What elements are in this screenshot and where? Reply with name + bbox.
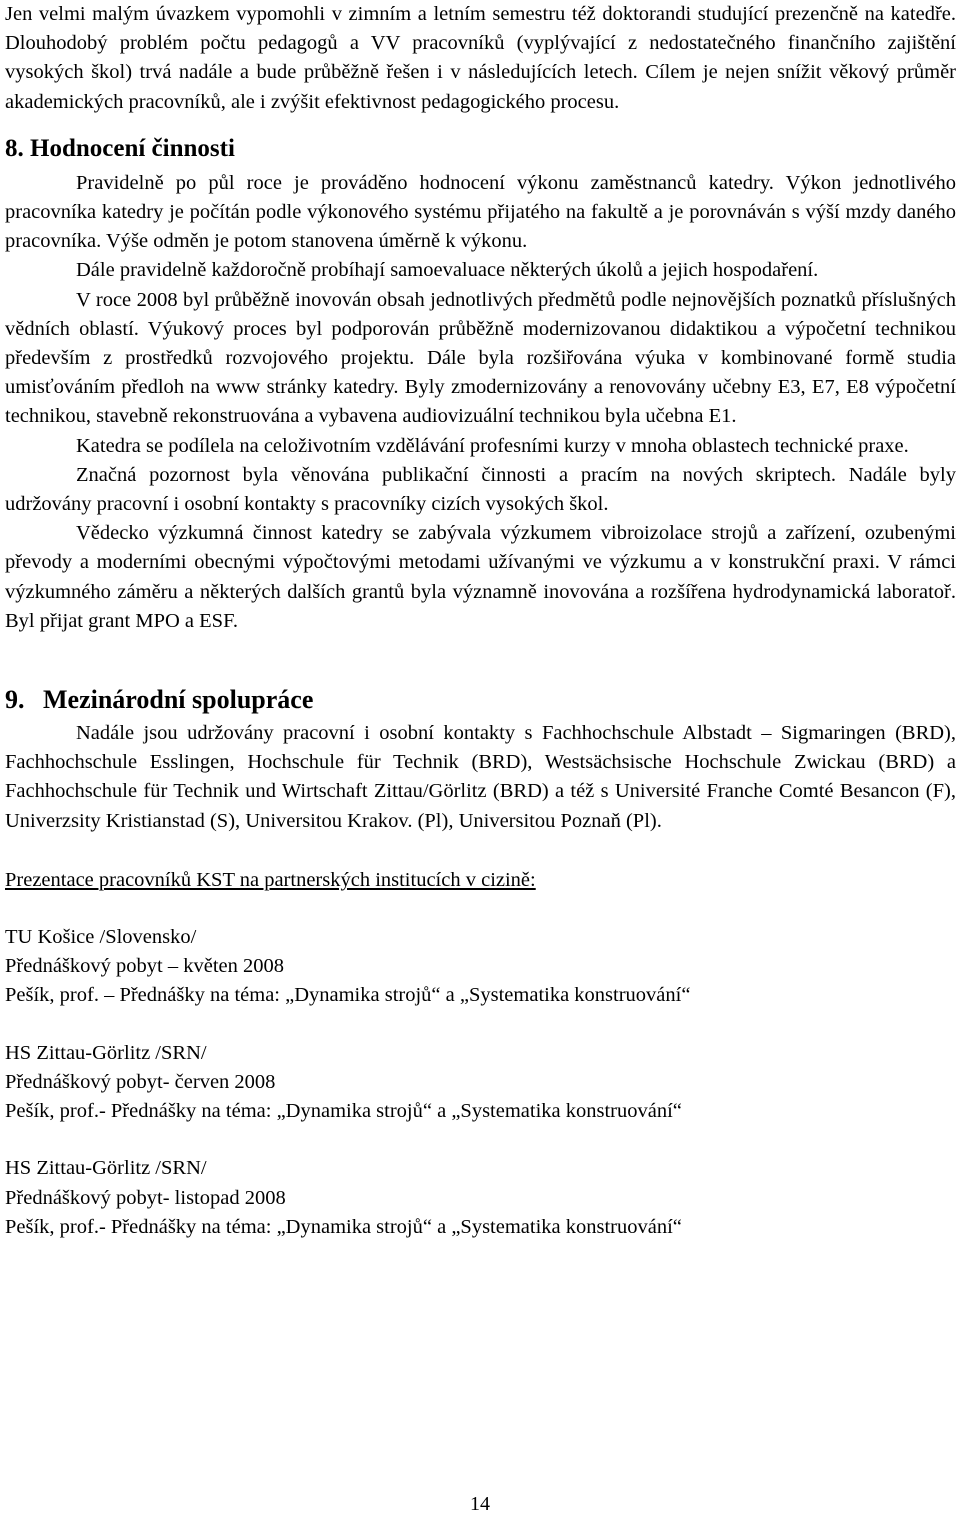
presentations-subheading: Prezentace pracovníků KST na partnerských institucích v cizině: bbox=[5, 868, 536, 891]
entry-stay: Přednáškový pobyt- červen 2008 bbox=[5, 1070, 276, 1093]
section-8-paragraph: V roce 2008 byl průběžně inovován obsah jednotlivých předmětů podle nejnovějších poznatků příslušných vědních oblastí. Výukový proces byl podporován průběžně modernizovanou didaktikou a výpočetní technikou především z prostředků rozvojového projektu. Dále byla rozšiřována výuka v kombinované formě studia umisťováním předloh na www stránky katedry. Byly zmodernizovány a renovovány učebny E3, E7, E8 výpočetní technikou, stavebně rekonstruována a vybavena audiovizuální technikou byla učebna E1. bbox=[5, 288, 956, 428]
section-8-paragraph: Dále pravidelně každoročně probíhají samoevaluace některých úkolů a jejich hospodaření. bbox=[76, 259, 819, 282]
section-9-number: 9. bbox=[5, 685, 25, 715]
entry-institution: HS Zittau-Görlitz /SRN/ bbox=[5, 1157, 207, 1180]
entry-institution: TU Košice /Slovensko/ bbox=[5, 926, 197, 949]
document-page bbox=[5, 0, 956, 1242]
section-9-title: Mezinárodní spolupráce bbox=[43, 685, 314, 715]
entry-lecture: Pešík, prof. – Přednášky na téma: „Dynamika strojů“ a „Systematika konstruování“ bbox=[5, 984, 691, 1007]
presentation-entry bbox=[5, 923, 956, 1011]
section-8-paragraph: Značná pozornost byla věnována publikační činnosti a pracím na nových skriptech. Nadále byly udržovány pracovní i osobní kontakty s pracovníky cizích vysokých škol. bbox=[5, 463, 956, 516]
entry-institution: HS Zittau-Görlitz /SRN/ bbox=[5, 1041, 207, 1064]
page-number: 14 bbox=[470, 1493, 490, 1515]
entry-lecture: Pešík, prof.- Přednášky na téma: „Dynamika strojů“ a „Systematika konstruování“ bbox=[5, 1100, 682, 1123]
entry-stay: Přednáškový pobyt- listopad 2008 bbox=[5, 1186, 286, 1209]
intro-paragraph: Jen velmi malým úvazkem vypomohli v zimním a letním semestru též doktorandi studující prezenčně na katedře. Dlouhodobý problém počtu pedagogů a VV pracovníků (vyplývající z nedostatečného finančního zajištění vysokých škol) trvá nadále a bude průběžně řešen i v následujících letech. Cílem je nejen snížit věkový průměr akademických pracovníků, ale i zvýšit efektivnost pedagogického procesu. bbox=[5, 3, 956, 113]
section-8-paragraph: Katedra se podílela na celoživotním vzdělávání profesními kurzy v mnoha oblastech technické praxe. bbox=[76, 434, 909, 457]
section-9-heading bbox=[5, 681, 956, 719]
entry-lecture: Pešík, prof.- Přednášky na téma: „Dynamika strojů“ a „Systematika konstruování“ bbox=[5, 1215, 682, 1238]
entry-stay: Přednáškový pobyt – květen 2008 bbox=[5, 955, 284, 978]
section-9-paragraph: Nadále jsou udržovány pracovní i osobní kontakty s Fachhochschule Albstadt – Sigmaringen (BRD), Fachhochschule Esslingen, Hochschule für Technik (BRD), Westsächsische Hochschule Zwickau (BRD) a Fachhochschule für Technik und Wirtschaft Zittau/Görlitz (BRD) a též s Université Franche Comté Besancon (F), Univerzsity Kristianstad (S), Universitou Krakov. (Pl), Universitou Poznaň (Pl). bbox=[5, 722, 956, 832]
section-8-paragraph: Pravidelně po půl roce je prováděno hodnocení výkonu zaměstnanců katedry. Výkon jednotlivého pracovníka katedry je počítán podle výkonového systému přijatého na fakultě a je porovnáván s výší mzdy daného pracovníka. Výše odměn je potom stanovena úměrně k výkonu. bbox=[5, 171, 956, 253]
presentation-entry bbox=[5, 1154, 956, 1242]
section-8-paragraph: Vědecko výzkumná činnost katedry se zabývala výzkumem vibroizolace strojů a zařízení, ozubenými převody a moderními obecnými výpočtovými metodami užívanými ve výzkumu a v konstrukční praxi. V rámci výzkumného záměru a některých dalších grantů byla významně inovována a rozšířena hydrodynamická laboratoř. Byl přijat grant MPO a ESF. bbox=[5, 522, 956, 632]
section-8-heading: 8. Hodnocení činnosti bbox=[5, 134, 235, 162]
presentation-entry bbox=[5, 1039, 956, 1127]
